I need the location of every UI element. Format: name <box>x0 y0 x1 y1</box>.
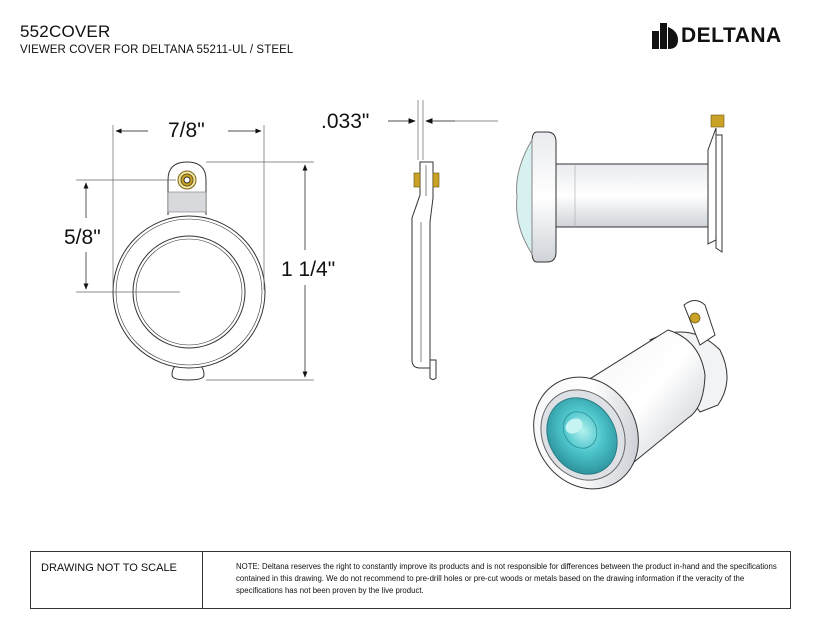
footer-box <box>30 551 791 609</box>
brand-name: DELTANA <box>681 24 782 47</box>
front-view <box>113 162 265 380</box>
side-view <box>388 100 498 380</box>
scale-note: DRAWING NOT TO SCALE <box>31 552 203 608</box>
disclaimer-note: NOTE: Deltana reserves the right to constantly improve its products and is not responsible for differences between the product in-hand and the specifications contained in this drawing. We do not recommend to pre-drill holes or pre-cut woods or metals based on the drawing information if the veracity of the specifications has not been proven by the live product. <box>236 562 777 595</box>
width-dimension-label: 7/8" <box>168 119 205 142</box>
isometric-view <box>513 301 727 509</box>
drawing-subtitle: VIEWER COVER FOR DELTANA 55211-UL / STEEL <box>20 44 294 56</box>
assembly-side-view <box>517 115 724 262</box>
drawing-title: 552COVER <box>20 22 111 41</box>
hole-offset-dimension-label: 5/8" <box>64 226 101 249</box>
thickness-dimension-label: .033" <box>321 110 370 133</box>
height-dimension-label: 1 1/4" <box>281 258 336 281</box>
